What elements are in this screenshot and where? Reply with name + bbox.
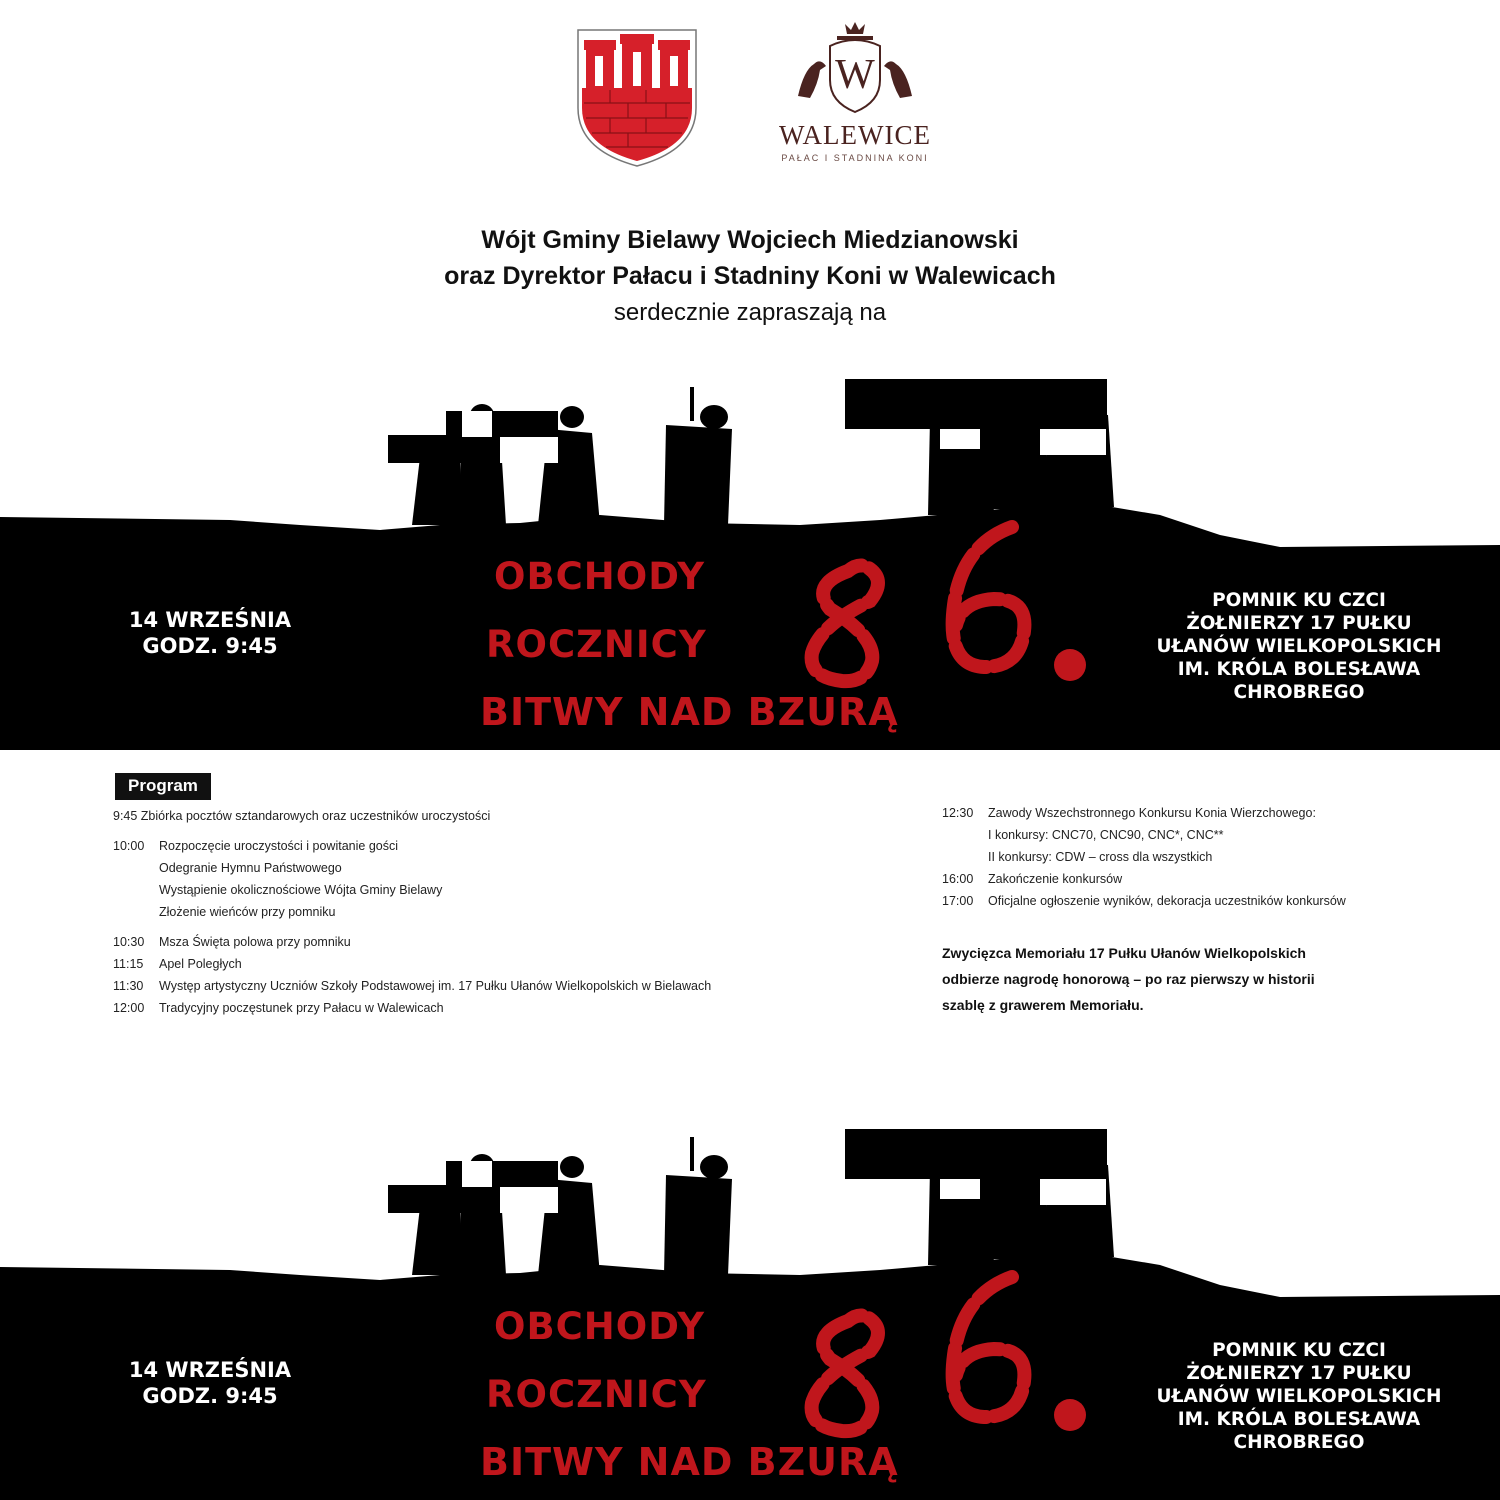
- program-event: Oficjalne ogłoszenie wyników, dekoracja uczestników konkursów: [988, 894, 1346, 908]
- program-item: [113, 997, 813, 1019]
- program-event: Złożenie wieńców przy pomniku: [159, 905, 336, 919]
- place-line: IM. KRÓLA BOLESŁAWA: [1177, 659, 1421, 680]
- walewice-logo: [770, 18, 940, 178]
- title-line-3: BITWY NAD BZURĄ: [480, 1440, 899, 1484]
- program-time: 16:00: [942, 872, 974, 886]
- program-time: 10:30: [113, 935, 145, 949]
- program-event: I konkursy: CNC70, CNC90, CNC*, CNC**: [988, 828, 1224, 842]
- award-line: odbierze nagrodę honorową – po raz pierwszy w historii: [942, 971, 1315, 987]
- program-item: [113, 879, 813, 901]
- program-item: [942, 868, 1442, 890]
- program-item: [942, 846, 1442, 868]
- program-left-column: [113, 805, 813, 1019]
- event-place: [1110, 589, 1488, 704]
- event-date: [80, 607, 340, 659]
- brand-name: WALEWICE: [779, 120, 931, 150]
- program-time: 11:30: [113, 979, 144, 993]
- program-time: [113, 857, 159, 879]
- program-right-column: [942, 802, 1442, 912]
- program-event: Występ artystyczny Uczniów Szkoły Podstawowej im. 17 Pułku Ułanów Wielkopolskich w Bielawach: [159, 979, 712, 993]
- invitation: [0, 222, 1500, 331]
- program-time: [942, 824, 988, 846]
- event-place: [1110, 1339, 1488, 1454]
- program-item: [942, 890, 1442, 912]
- award-note: [942, 940, 1462, 1018]
- event-banner-repeat: [0, 1125, 1500, 1500]
- place-line: POMNIK KU CZCI: [1212, 590, 1386, 611]
- program-time: [113, 879, 159, 901]
- title-line-2: ROCZNICY: [486, 623, 707, 666]
- program-event: Tradycyjny poczęstunek przy Pałacu w Walewicach: [159, 1001, 444, 1015]
- program-item: [113, 953, 813, 975]
- place-line: ŻOŁNIERZY 17 PUŁKU: [1186, 1363, 1412, 1384]
- award-line: Zwycięzca Memoriału 17 Pułku Ułanów Wielkopolskich: [942, 945, 1306, 961]
- program-time: 12:00: [113, 1001, 145, 1015]
- program-item: [113, 835, 813, 857]
- program-event: II konkursy: CDW – cross dla wszystkich: [988, 850, 1213, 864]
- program-item: [113, 975, 813, 997]
- program-item: [942, 824, 1442, 846]
- title-line-1: OBCHODY: [494, 1305, 706, 1348]
- program-item: [942, 802, 1442, 824]
- date-line: 14 WRZEŚNIA: [128, 608, 292, 632]
- title-line-2: ROCZNICY: [486, 1373, 707, 1416]
- time-line: GODZ. 9:45: [142, 1384, 278, 1408]
- award-line: szablę z grawerem Memoriału.: [942, 997, 1144, 1013]
- program-item: [113, 857, 813, 879]
- invitation-line-1: Wójt Gminy Bielawy Wojciech Miedzianowski: [481, 226, 1019, 254]
- program-time: 11:15: [113, 957, 144, 971]
- place-line: UŁANÓW WIELKOPOLSKICH: [1156, 636, 1442, 657]
- program-time: 10:00: [113, 839, 145, 853]
- program-item: [113, 931, 813, 953]
- program-label: Program: [115, 773, 211, 800]
- place-line: CHROBREGO: [1233, 682, 1365, 703]
- title-line-1: OBCHODY: [494, 555, 706, 598]
- program-item: [113, 805, 813, 827]
- date-line: 14 WRZEŚNIA: [128, 1358, 292, 1382]
- program-event: Odegranie Hymnu Państwowego: [159, 861, 342, 875]
- program-time: [942, 846, 988, 868]
- invitation-line-3: serdecznie zapraszają na: [613, 299, 887, 326]
- place-line: POMNIK KU CZCI: [1212, 1340, 1386, 1361]
- place-line: IM. KRÓLA BOLESŁAWA: [1177, 1409, 1421, 1430]
- place-line: CHROBREGO: [1233, 1432, 1365, 1453]
- title-line-3: BITWY NAD BZURĄ: [480, 690, 899, 734]
- program-event: Msza Święta polowa przy pomniku: [159, 935, 351, 949]
- program-item: [113, 901, 813, 923]
- program-time: [113, 901, 159, 923]
- event-banner: [0, 375, 1500, 750]
- place-line: UŁANÓW WIELKOPOLSKICH: [1156, 1386, 1442, 1407]
- program-time: 12:30: [942, 806, 974, 820]
- program-event: Apel Poległych: [159, 957, 242, 971]
- program-event: Wystąpienie okolicznościowe Wójta Gminy Bielawy: [159, 883, 443, 897]
- program-event: Zawody Wszechstronnego Konkursu Konia Wierzchowego:: [988, 806, 1316, 820]
- brand-subtitle: PAŁAC I STADNINA KONI: [781, 153, 929, 163]
- invitation-line-2: oraz Dyrektor Pałacu i Stadniny Koni w Walewicach: [444, 262, 1056, 290]
- svg-text:W: W: [835, 52, 875, 98]
- crest-horses-icon: [790, 18, 920, 118]
- program-time: 17:00: [942, 894, 974, 908]
- program-event: Zakończenie konkursów: [988, 872, 1123, 886]
- program-event: Rozpoczęcie uroczystości i powitanie gości: [159, 839, 398, 853]
- program-event: 9:45 Zbiórka pocztów sztandarowych oraz uczestników uroczystości: [113, 809, 491, 823]
- place-line: ŻOŁNIERZY 17 PUŁKU: [1186, 613, 1412, 634]
- event-date: [80, 1357, 340, 1409]
- time-line: GODZ. 9:45: [142, 634, 278, 658]
- bielawy-coat-of-arms: [576, 28, 698, 168]
